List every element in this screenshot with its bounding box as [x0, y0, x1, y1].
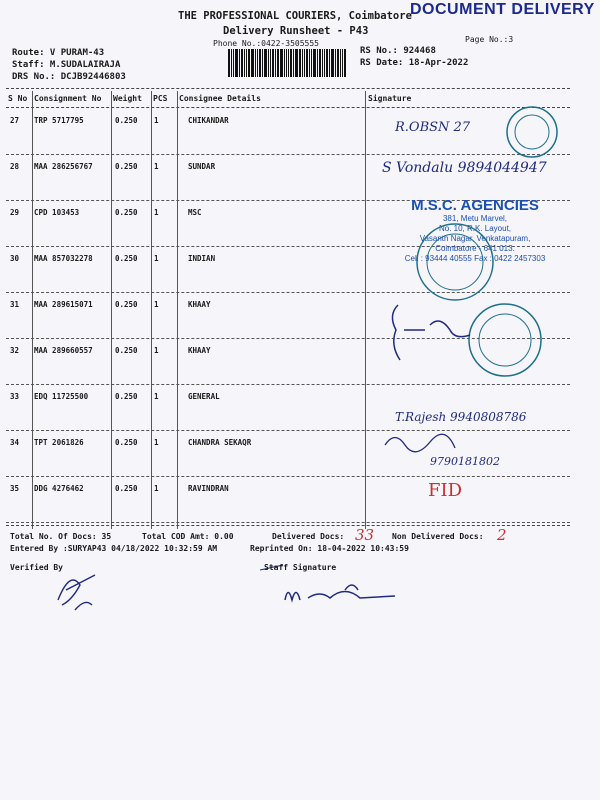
verified-signature	[58, 575, 95, 610]
col-weight: Weight	[113, 94, 142, 103]
col-consignee: Consignee Details	[179, 94, 261, 103]
row-sno: 27	[10, 116, 20, 125]
round-seal-middle	[417, 224, 493, 300]
row-consignee: RAVINDRAN	[188, 484, 229, 493]
row-sno: 34	[10, 438, 20, 447]
row-consignment: CPD 103453	[34, 208, 80, 217]
row-weight: 0.250	[115, 254, 138, 263]
staff-signature-label: Staff Signature	[264, 563, 337, 572]
row-pcs: 1	[154, 484, 159, 493]
row-consignee: SUNDAR	[188, 162, 216, 171]
handwritten-phone-row34: 9790181802	[430, 455, 500, 468]
round-seal-top	[507, 107, 557, 157]
fid-mark: FID	[428, 480, 463, 501]
non-delivered-value: 2	[497, 526, 507, 544]
staff-signature	[285, 585, 395, 600]
stamp-line: Coimbatore - 641 013.	[435, 244, 515, 253]
row-sno: 30	[10, 254, 20, 263]
row-weight: 0.250	[115, 438, 138, 447]
rs-number: RS No.: 924468	[360, 46, 436, 56]
row-sno: 33	[10, 392, 20, 401]
row-consignment: MAA 289615071	[34, 300, 93, 309]
row-consignee: CHANDRA SEKAQR	[188, 438, 252, 447]
bracket-signature	[392, 305, 470, 360]
col-sno: S No	[8, 94, 28, 103]
rs-date: RS Date: 18-Apr-2022	[360, 58, 469, 68]
stamp-line: No. 10, R.K. Layout,	[438, 224, 512, 233]
row-pcs: 1	[154, 438, 159, 447]
row-sno: 32	[10, 346, 20, 355]
stamp-line: 381, Metu Marvel,	[442, 214, 508, 223]
row-weight: 0.250	[115, 162, 138, 171]
row-weight: 0.250	[115, 208, 138, 217]
stamp-line: Cell : 93444 40555 Fax : 0422 2457303	[404, 254, 546, 263]
drs-number: DRS No.: DCJB92446803	[12, 72, 126, 82]
row-consignment: MAA 857032278	[34, 254, 93, 263]
row-weight: 0.250	[115, 116, 138, 125]
handwritten-note-row27: R.OBSN 27	[395, 120, 471, 135]
phone-number: Phone No.:0422-3505555	[213, 39, 319, 48]
non-delivered-label: Non Delivered Docs:	[392, 532, 484, 541]
footer-divider	[6, 525, 570, 526]
row-consignment: MAA 289660557	[34, 346, 93, 355]
company-title: THE PROFESSIONAL COURIERS, Coimbatore	[178, 10, 412, 22]
row-pcs: 1	[154, 392, 159, 401]
row-sno: 29	[10, 208, 20, 217]
row-consignee: KHAAY	[188, 346, 211, 355]
total-docs: Total No. Of Docs: 35	[10, 532, 112, 541]
row-pcs: 1	[154, 208, 159, 217]
round-seal-lower	[469, 304, 541, 376]
handwritten-note-row34: T.Rajesh 9940808786	[395, 410, 527, 424]
row-consignment: TRP 5717795	[34, 116, 84, 125]
signature-row34	[385, 434, 455, 452]
row-consignee: CHIKANDAR	[188, 116, 229, 125]
route: Route: V PURAM-43	[12, 48, 105, 58]
row-sno: 35	[10, 484, 20, 493]
delivered-label: Delivered Docs:	[272, 532, 345, 541]
col-consignment: Consignment No	[34, 94, 102, 103]
handwritten-note-row28: S Vondalu 9894044947	[382, 160, 547, 176]
row-consignment: TPT 2061826	[34, 438, 84, 447]
row-weight: 0.250	[115, 346, 138, 355]
row-pcs: 1	[154, 346, 159, 355]
row-weight: 0.250	[115, 484, 138, 493]
row-consignee: KHAAY	[188, 300, 211, 309]
total-cod: Total COD Amt: 0.00	[142, 532, 234, 541]
row-weight: 0.250	[115, 300, 138, 309]
row-pcs: 1	[154, 300, 159, 309]
delivered-value: 33	[355, 526, 375, 544]
row-consignee: INDIAN	[188, 254, 216, 263]
row-consignee: GENERAL	[188, 392, 220, 401]
verified-by-label: Verified By	[10, 563, 63, 572]
staff-name: Staff: M.SUDALAIRAJA	[12, 60, 121, 70]
row-consignment: MAA 286256767	[34, 162, 93, 171]
col-pcs: PCS	[153, 94, 168, 103]
row-pcs: 1	[154, 162, 159, 171]
row-consignment: EDQ 11725500	[34, 392, 89, 401]
page-number: Page No.:3	[465, 35, 514, 44]
sheet-title: Delivery Runsheet - P43	[223, 25, 369, 37]
row-sno: 31	[10, 300, 20, 309]
stamp-name: M.S.C. AGENCIES	[411, 197, 539, 214]
row-consignment: DDG 4276462	[34, 484, 84, 493]
reprinted-on: Reprinted On: 18-04-2022 10:43:59	[250, 544, 409, 553]
col-signature: Signature	[368, 94, 412, 103]
row-consignee: MSC	[188, 208, 202, 217]
stamp-line: Vasanth Nagar, Venkatapuram,	[419, 234, 531, 243]
row-pcs: 1	[154, 116, 159, 125]
row-sno: 28	[10, 162, 20, 171]
document-delivery-stamp: DOCUMENT DELIVERY	[410, 1, 595, 18]
entered-by: Entered By :SURYAP43 04/18/2022 10:32:59 AM	[10, 544, 218, 553]
row-pcs: 1	[154, 254, 159, 263]
row-weight: 0.250	[115, 392, 138, 401]
